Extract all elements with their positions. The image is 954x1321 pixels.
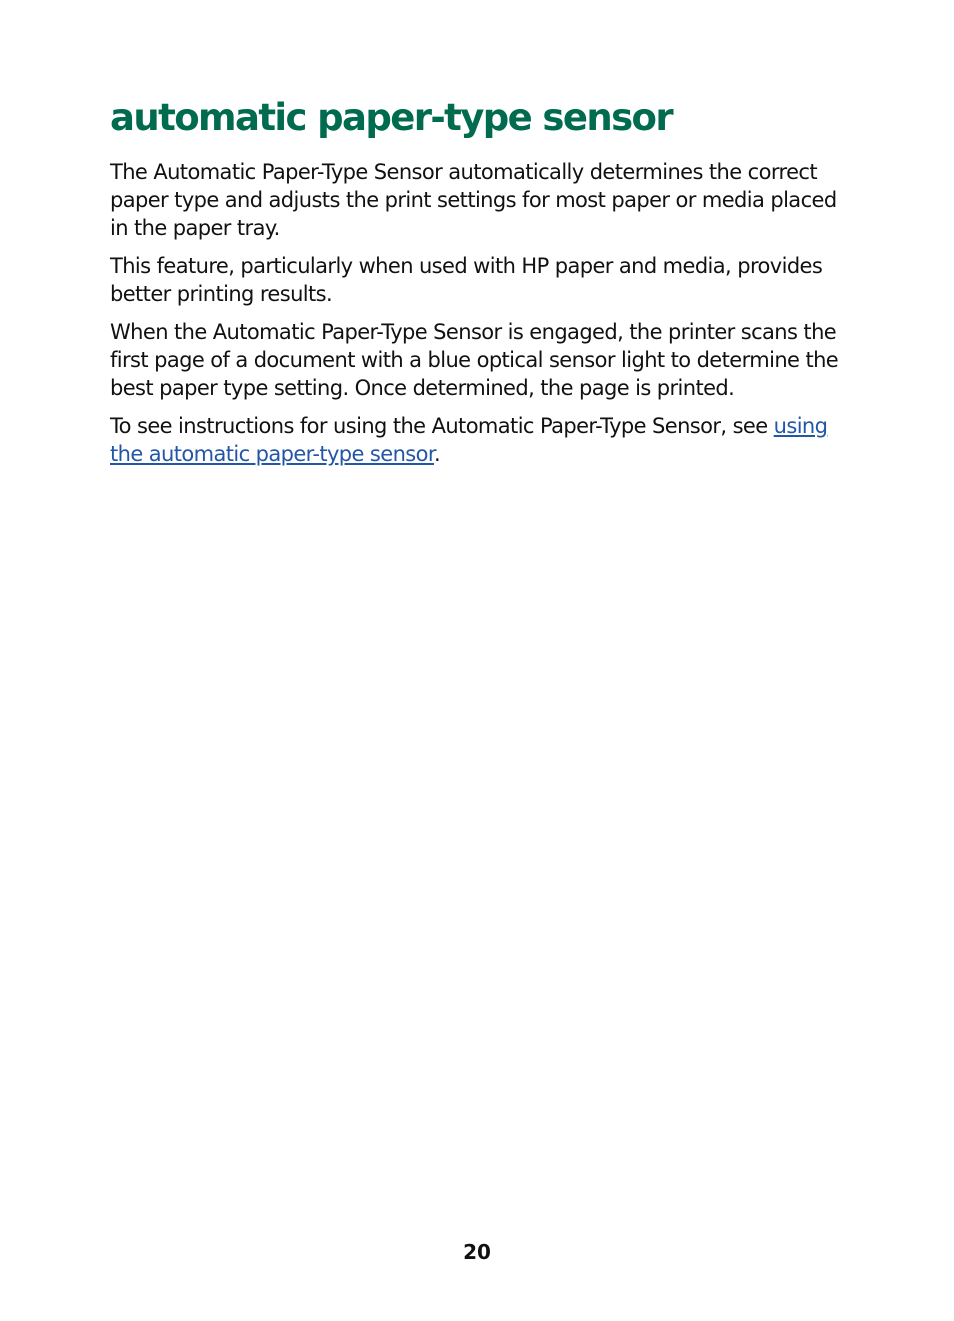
instructions-suffix: . bbox=[433, 442, 441, 467]
paragraph-engaged: When the Automatic Paper-Type Sensor is engaged, the printer scans the first page of a document with a blue optical sensor light to determine the best paper type setting. Once determined, the page is printed. bbox=[110, 320, 839, 401]
instructions-prefix: To see instructions for using the Automatic Paper-Type Sensor, see bbox=[110, 414, 774, 439]
paragraph-feature: This feature, particularly when used with HP paper and media, provides better printing results. bbox=[110, 254, 823, 307]
page-title: automatic paper-type sensor bbox=[110, 96, 672, 139]
document-page bbox=[110, 96, 850, 478]
page-number: 20 bbox=[463, 1240, 491, 1264]
paragraph-instructions bbox=[110, 412, 850, 468]
using-sensor-link[interactable]: using the automatic paper-type sensor bbox=[110, 414, 828, 467]
paragraph-intro: The Automatic Paper-Type Sensor automatically determines the correct paper type and adjusts the print settings for most paper or media placed in the paper tray. bbox=[110, 160, 837, 241]
